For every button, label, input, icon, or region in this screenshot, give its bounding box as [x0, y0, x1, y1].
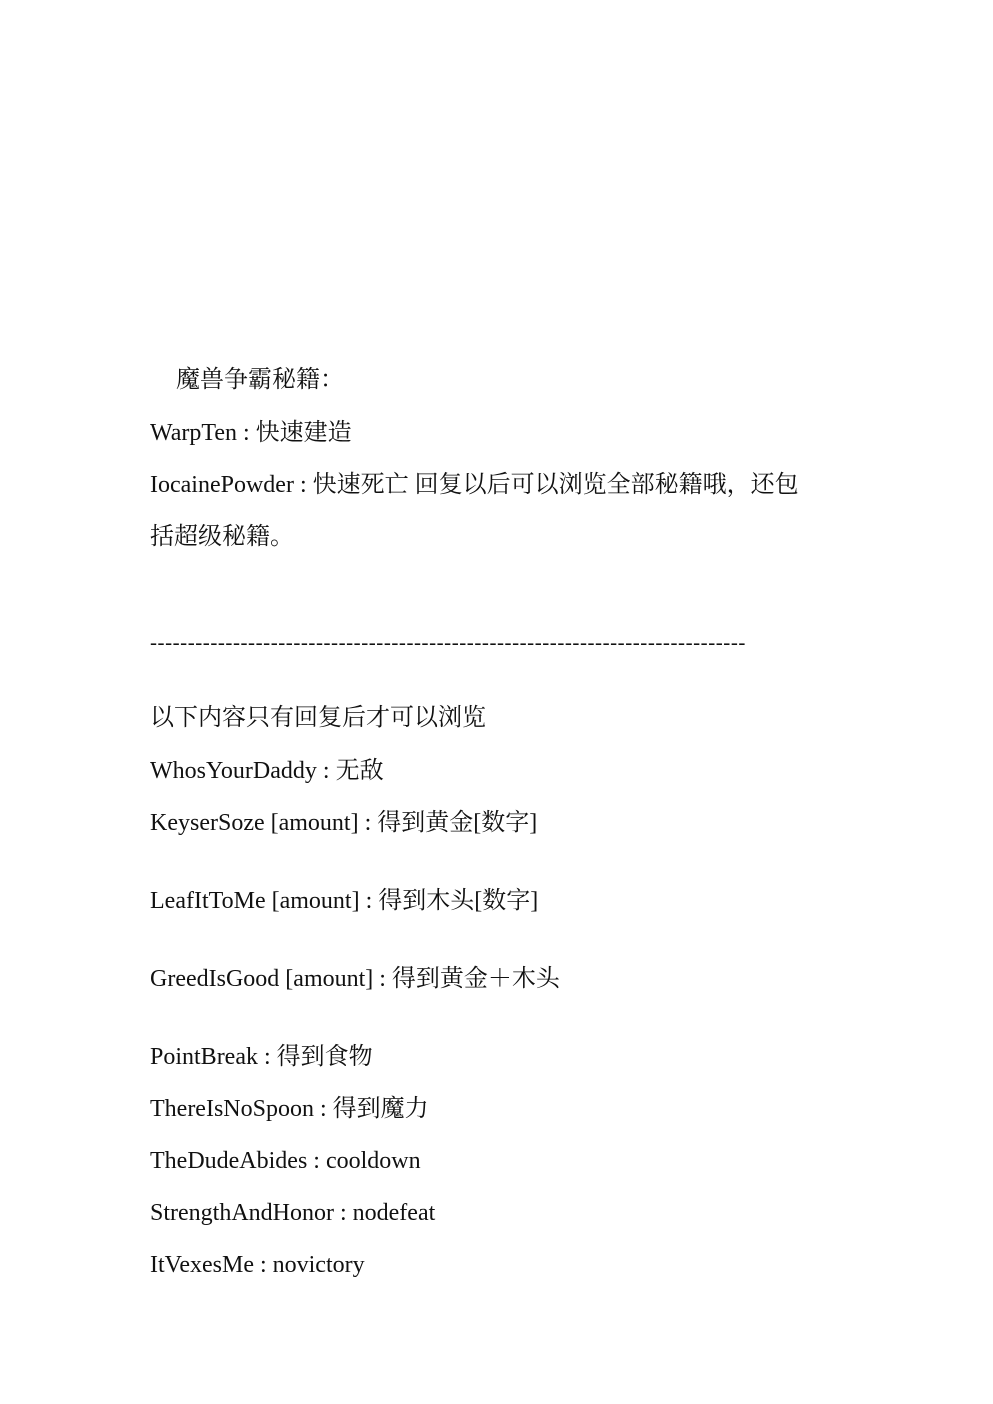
cheat-line: ItVexesMe : novictory	[150, 1252, 365, 1278]
intro-line: 括超级秘籍。	[150, 524, 294, 550]
intro-line: IocainePowder : 快速死亡 回复以后可以浏览全部秘籍哦，还包	[150, 472, 799, 498]
cheat-line: ThereIsNoSpoon : 得到魔力	[150, 1096, 429, 1122]
page-title: 魔兽争霸秘籍：	[176, 367, 344, 393]
cheat-line: TheDudeAbides : cooldown	[150, 1148, 421, 1174]
cheat-line: GreedIsGood [amount] : 得到黄金＋木头	[150, 966, 560, 992]
cheat-line: PointBreak : 得到食物	[150, 1044, 373, 1070]
cheat-line: LeafItToMe [amount] : 得到木头[数字]	[150, 888, 539, 914]
cheat-line: StrengthAndHonor : nodefeat	[150, 1200, 436, 1226]
section-subtitle: 以下内容只有回复后才可以浏览	[150, 705, 486, 731]
cheat-line: KeyserSoze [amount] : 得到黄金[数字]	[150, 810, 538, 836]
cheat-line: WhosYourDaddy : 无敌	[150, 758, 384, 784]
dashed-divider: -------------------------------------------------------------------------------	[150, 630, 746, 654]
intro-line: WarpTen : 快速建造	[150, 420, 352, 446]
